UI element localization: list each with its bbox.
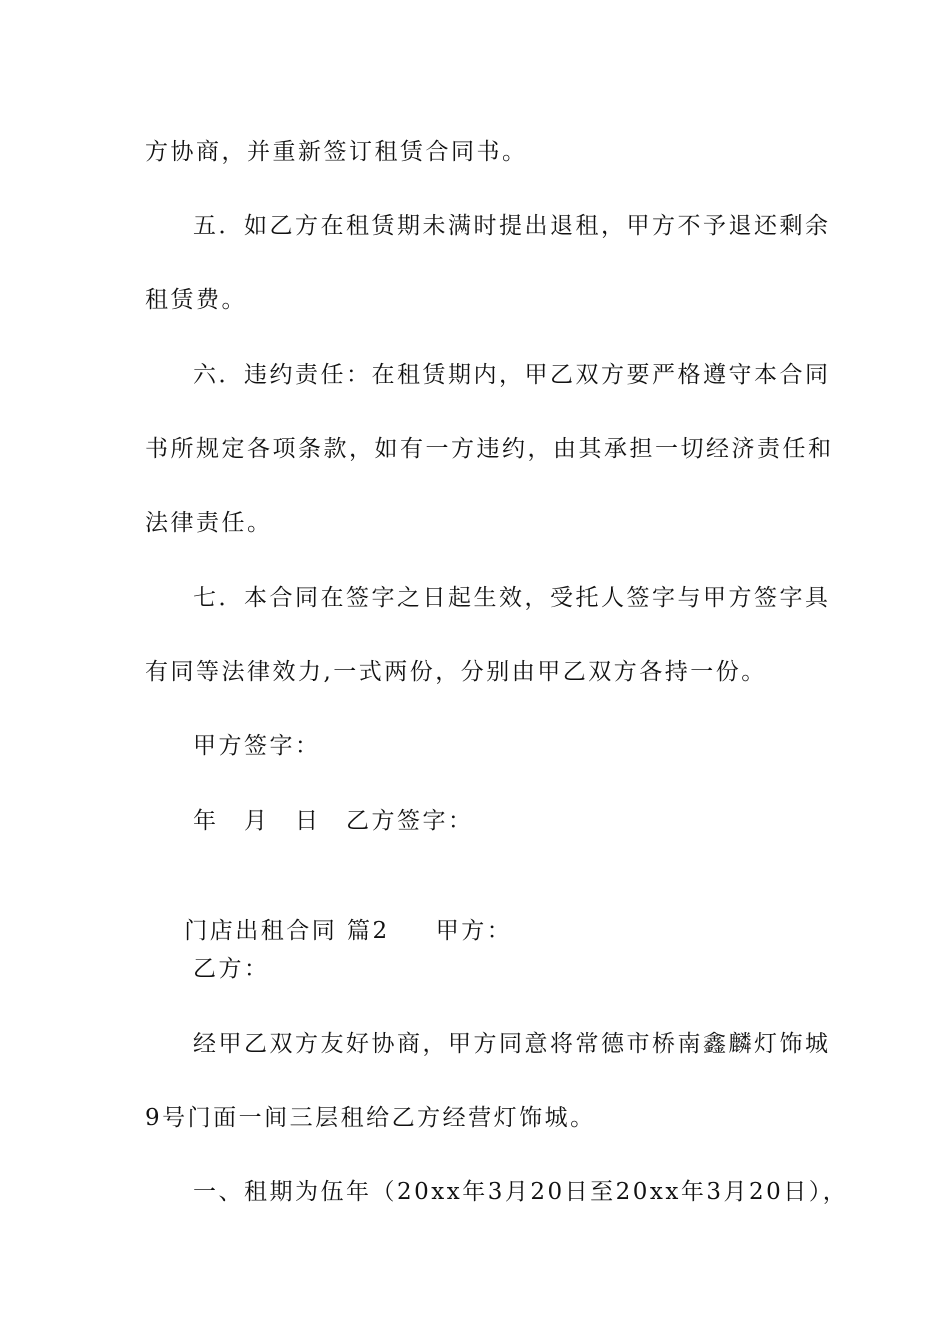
party-a-label: 甲方： (435, 918, 513, 944)
paragraph-line: 9号门面一间三层租给乙方经营灯饰城。 (145, 1105, 596, 1131)
paragraph-line: 租赁费。 (145, 287, 247, 313)
paragraph-line: 方协商，并重新签订租赁合同书。 (145, 139, 528, 165)
party-a-signature-label: 甲方签字： (193, 733, 321, 759)
clause-one-line: 一、租期为伍年（20xx年3月20日至20xx年3月20日）， (193, 1179, 849, 1205)
date-party-b-signature-line: 年 月 日 乙方签字： (193, 808, 474, 834)
clause-seven-line: 七．本合同在签字之日起生效，受托人签字与甲方签字具 (193, 585, 831, 611)
paragraph-line: 法律责任。 (145, 510, 273, 536)
agreement-intro-line: 经甲乙双方友好协商，甲方同意将常德市桥南鑫麟灯饰城 (193, 1031, 831, 1057)
section-heading-line (145, 877, 513, 944)
clause-six-line: 六．违约责任：在租赁期内，甲乙双方要严格遵守本合同 (193, 362, 831, 388)
party-b-label: 乙方： (193, 956, 270, 982)
paragraph-line: 书所规定各项条款，如有一方违约，由其承担一切经济责任和 (145, 436, 834, 462)
clause-five-line: 五．如乙方在租赁期未满时提出退租，甲方不予退还剩余 (193, 213, 831, 239)
section-title: 门店出租合同 篇2 (184, 918, 390, 944)
paragraph-line: 有同等法律效力,一式两份，分别由甲乙双方各持一份。 (145, 659, 767, 685)
